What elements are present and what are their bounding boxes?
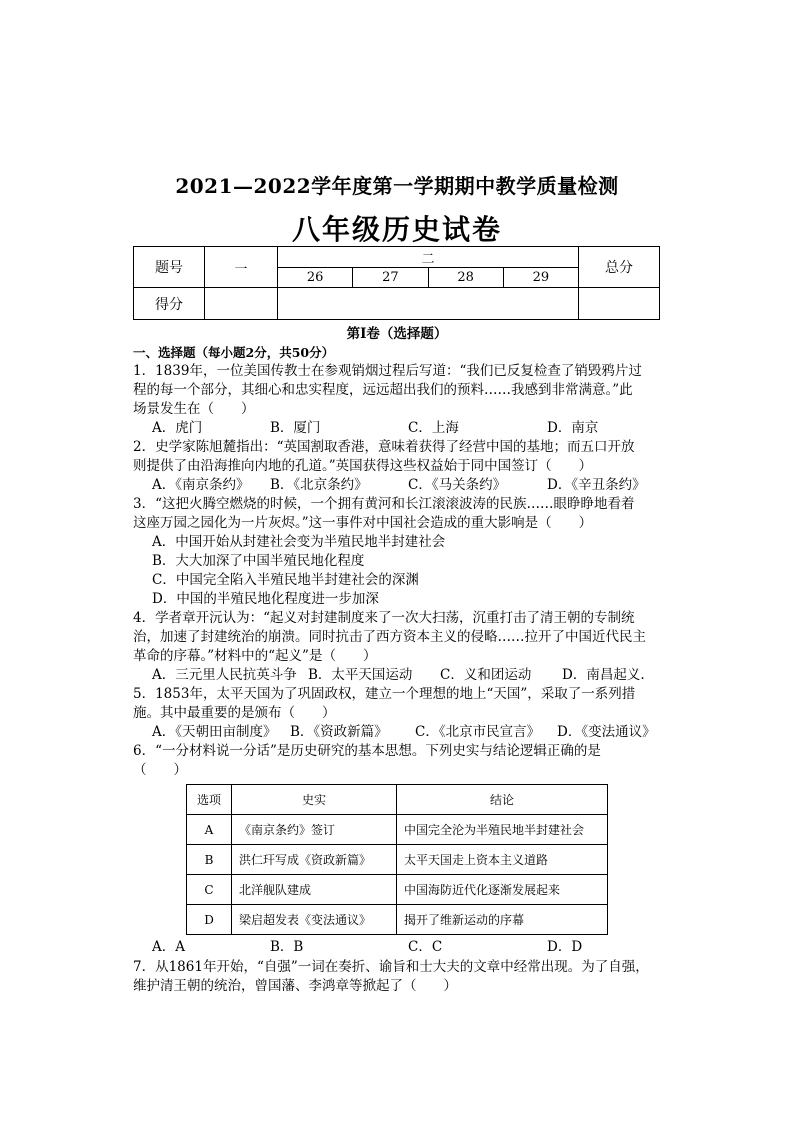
option: A．《南京条约》 — [152, 477, 250, 493]
option: A．中国开始从封建社会变为半殖民地半封建社会 — [152, 534, 446, 550]
q6-header: 结论 — [397, 785, 608, 815]
score-table-sub: 29 — [503, 268, 578, 288]
question-line: 则提供了由沿海推向内地的孔道。”英国获得这些权益始于同中国签订（ ） — [133, 458, 593, 474]
score-table-sub: 27 — [353, 268, 428, 288]
table-row — [187, 845, 608, 875]
score-cell — [579, 288, 660, 320]
option: A．《天朝田亩制度》 — [152, 724, 277, 740]
question-line: 2．史学家陈旭麓指出：“英国割取香港，意味着获得了经营中国的基地；而五口开放 — [133, 439, 635, 455]
option: D．《辛丑条约》 — [547, 477, 646, 493]
option: B．《资政新篇》 — [290, 724, 388, 740]
table-row — [187, 905, 608, 935]
option: A．A — [152, 939, 185, 955]
option: A．虎门 — [152, 420, 203, 436]
table-row — [187, 875, 608, 905]
score-table-label-score: 得分 — [134, 288, 205, 320]
question-line: 维护清王朝的统治，曾国藩、李鸿章等掀起了（ ） — [133, 978, 457, 994]
question-line: 3．“这把火腾空燃烧的时候，一个拥有黄河和长江滚滚波涛的民族……眼睁睁地看着 — [133, 496, 635, 512]
option: C．C — [408, 939, 443, 955]
option: C．《北京市民宣言》 — [415, 724, 541, 740]
q6-cell: 梁启超发表《变法通议》 — [232, 905, 397, 935]
q6-cell: 中国海防近代化逐渐发展起来 — [397, 875, 608, 905]
question-line: 革命的序幕。”材料中的“起义”是（ ） — [133, 648, 377, 664]
score-table-sub: 28 — [428, 268, 503, 288]
q6-header: 史实 — [232, 785, 397, 815]
option: D．中国的半殖民地化程度进一步加深 — [152, 591, 379, 607]
score-cell — [205, 288, 278, 320]
q6-cell: 中国完全沦为半殖民地半封建社会 — [397, 815, 608, 845]
score-table — [133, 246, 660, 320]
question-line: （ ） — [133, 762, 187, 778]
question-line: 施。其中最重要的是颁布（ ） — [133, 705, 336, 721]
option: B．大大加深了中国半殖民地化程度 — [152, 553, 365, 569]
score-table-part2: 二 — [278, 247, 579, 268]
question-line: 程的每一个部分，其细心和忠实程度，远远超出我们的预料……我感到非常满意。”此 — [133, 382, 633, 398]
table-row — [187, 815, 608, 845]
q6-cell: A — [187, 815, 232, 845]
option: B．《北京条约》 — [270, 477, 368, 493]
option: C．上海 — [408, 420, 459, 436]
question-line: 6．“一分材料说一分话”是历史研究的基本思想。下列史实与结论逻辑正确的是 — [133, 743, 601, 759]
question-line: 5．1853年，太平天国为了巩固政权，建立一个理想的地上“天国”，采取了一系列措 — [133, 686, 636, 702]
option: D．南京 — [547, 420, 599, 436]
q6-cell: D — [187, 905, 232, 935]
option: C．义和团运动 — [440, 667, 532, 683]
q6-cell: 《南京条约》签订 — [232, 815, 397, 845]
question-line: 7．从1861年开始，“自强”一词在奏折、谕旨和士大夫的文章中经常出现。为了自强， — [133, 959, 649, 975]
q6-cell: 洪仁玕写成《资政新篇》 — [232, 845, 397, 875]
option: C．中国完全陷入半殖民地半封建社会的深渊 — [152, 572, 419, 588]
q6-cell: C — [187, 875, 232, 905]
option: D．南昌起义. — [562, 667, 645, 683]
score-table-part1: 一 — [205, 247, 278, 288]
q6-table — [186, 784, 608, 935]
q6-header: 选项 — [187, 785, 232, 815]
exam-subtitle: 八年级历史试卷 — [291, 213, 502, 246]
option: A．三元里人民抗英斗争 — [152, 667, 297, 683]
option: D．《变法通议》 — [557, 724, 656, 740]
question-line: 这座万园之园化为一片灰烬。”这一事件对中国社会造成的重大影响是（ ） — [133, 515, 593, 531]
score-table-total: 总分 — [579, 247, 660, 288]
score-cell — [278, 288, 579, 320]
q6-cell: 北洋舰队建成 — [232, 875, 397, 905]
option: C．《马关条约》 — [408, 477, 507, 493]
question-line: 治，加速了封建统治的崩溃。同时抗击了西方资本主义的侵略……拉开了中国近代民主 — [133, 629, 646, 645]
option: B．太平天国运动 — [308, 667, 413, 683]
q6-cell: 太平天国走上资本主义道路 — [397, 845, 608, 875]
score-table-label-number: 题号 — [134, 247, 205, 288]
section-title: 第Ⅰ卷（选择题） — [346, 326, 448, 342]
q6-cell: 揭开了维新运动的序幕 — [397, 905, 608, 935]
exam-title: 2021—2022学年度第一学期期中教学质量检测 — [175, 174, 619, 198]
score-table-sub: 26 — [278, 268, 353, 288]
option: B．厦门 — [270, 420, 321, 436]
option: D．D — [547, 939, 583, 955]
section-heading: 一、选择题（每小题2分，共50分） — [133, 345, 335, 360]
option: B．B — [270, 939, 304, 955]
question-line: 场景发生在（ ） — [133, 401, 255, 417]
question-line: 4．学者章开沅认为：“起义对封建制度来了一次大扫荡，沉重打击了清王朝的专制统 — [133, 610, 635, 626]
q6-cell: B — [187, 845, 232, 875]
question-line: 1．1839年，一位美国传教士在参观销烟过程后写道：“我们已反复检查了销毁鸦片过 — [133, 363, 642, 379]
